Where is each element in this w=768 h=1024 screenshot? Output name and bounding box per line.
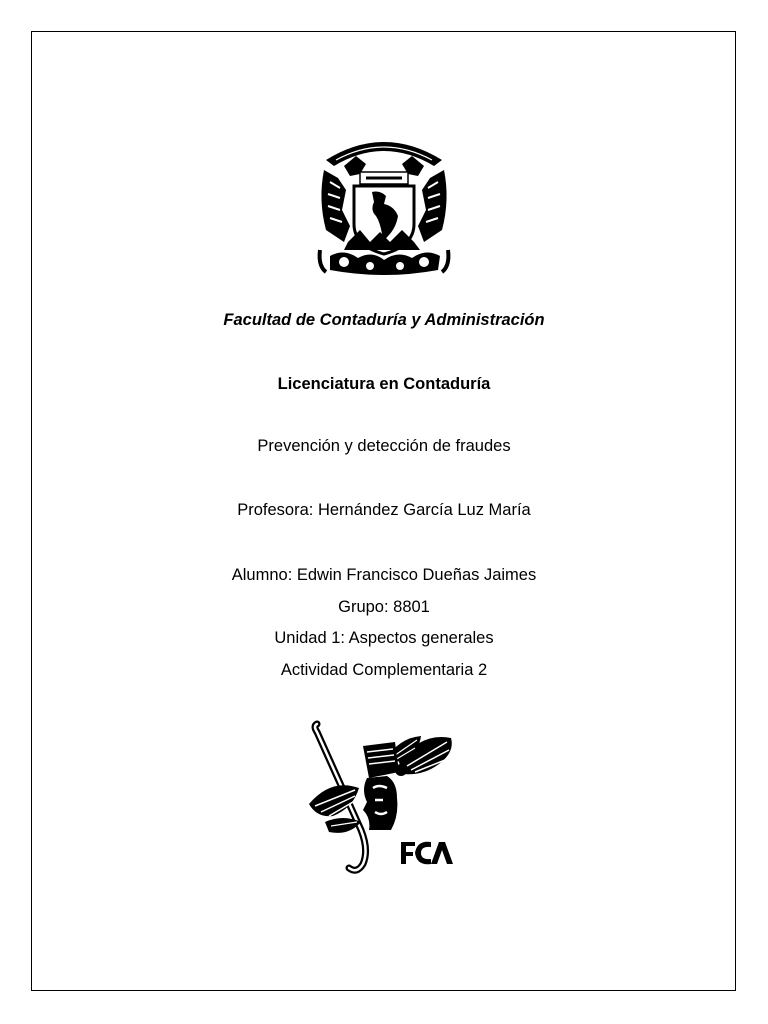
faculty-title: Facultad de Contaduría y Administración bbox=[223, 311, 545, 329]
activity-title: Actividad Complementaria 2 bbox=[280, 661, 488, 679]
degree-title: Licenciatura en Contaduría bbox=[277, 375, 491, 393]
course-name: Prevención y detección de fraudes bbox=[257, 437, 511, 455]
unit-title: Unidad 1: Aspectos generales bbox=[274, 629, 494, 647]
fca-logo-icon bbox=[303, 718, 463, 878]
student-name: Alumno: Edwin Francisco Dueñas Jaimes bbox=[231, 566, 537, 584]
group-number: Grupo: 8801 bbox=[338, 598, 430, 616]
teacher-name: Profesora: Hernández García Luz María bbox=[237, 501, 531, 519]
unam-seal-icon bbox=[314, 130, 454, 282]
fca-letters bbox=[401, 842, 453, 865]
